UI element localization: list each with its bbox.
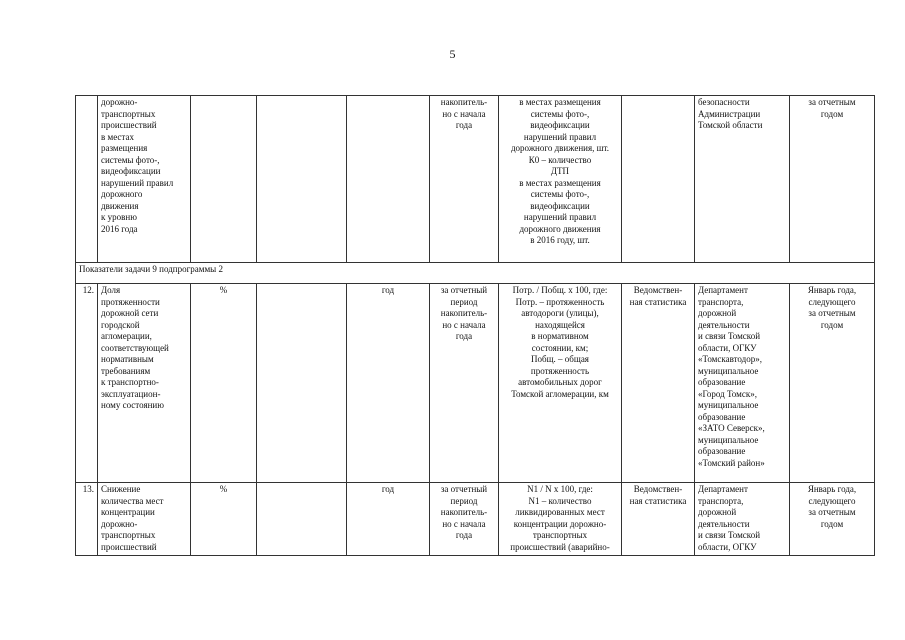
section-row (76, 263, 875, 284)
period-type-cell: за отчетный период накопитель- но с начала года (430, 483, 499, 556)
deadline-cell: за отчетным годом (790, 96, 875, 263)
unit-cell: % (191, 483, 257, 556)
method-cell (622, 96, 695, 263)
row-number: 12. (76, 284, 98, 483)
formula-cell: в местах размещения системы фото-, видеофиксации нарушений правил дорожного движения, шт. К0 – количество ДТП в местах размещения системы фото-, видеофиксации нарушений правил дорожного движения в 2016 году, шт. (499, 96, 622, 263)
period-type-cell: накопитель- но с начала года (430, 96, 499, 263)
indicators-table (75, 95, 875, 556)
method-cell: Ведомствен- ная статистика (622, 483, 695, 556)
formula-cell: N1 / N x 100, где: N1 – количество ликвидированных мест концентрации дорожно- транспортных происшествий (аварийно- (499, 483, 622, 556)
row-number: 13. (76, 483, 98, 556)
periodicity-cell (347, 96, 430, 263)
table-row (76, 483, 875, 556)
responsible-cell: Департамент транспорта, дорожной деятельности и связи Томской области, ОГКУ «Томскавтодор», муниципальное образование «Город Томск», муниципальное образование «ЗАТО Северск», муниципальное образование «Томский район» (695, 284, 790, 483)
periodicity-cell: год (347, 483, 430, 556)
empty-cell (257, 96, 347, 263)
row-number (76, 96, 98, 263)
indicator-name: Снижение количества мест концентрации дорожно- транспортных происшествий (98, 483, 191, 556)
periodicity-cell: год (347, 284, 430, 483)
unit-cell (191, 96, 257, 263)
deadline-cell: Январь года, следующего за отчетным годом (790, 483, 875, 556)
period-type-cell: за отчетный период накопитель- но с начала года (430, 284, 499, 483)
responsible-cell: безопасности Администрации Томской области (695, 96, 790, 263)
formula-cell: Потр. / Побщ. x 100, где: Потр. – протяженность автодороги (улицы), находящейся в нормативном состоянии, км; Побщ. – общая протяженность автомобильных дорог Томской агломерации, км (499, 284, 622, 483)
indicator-name: дорожно- транспортных происшествий в местах размещения системы фото-, видеофиксации нарушений правил дорожного движения к уровню 2016 года (98, 96, 191, 263)
unit-cell: % (191, 284, 257, 483)
method-cell: Ведомствен- ная статистика (622, 284, 695, 483)
responsible-cell: Департамент транспорта, дорожной деятельности и связи Томской области, ОГКУ (695, 483, 790, 556)
section-title: Показатели задачи 9 подпрограммы 2 (76, 263, 875, 284)
empty-cell (257, 483, 347, 556)
page-number: 5 (449, 47, 456, 61)
table-row (76, 284, 875, 483)
empty-cell (257, 284, 347, 483)
deadline-cell: Январь года, следующего за отчетным годом (790, 284, 875, 483)
table-row (76, 96, 875, 263)
indicator-name: Доля протяженности дорожной сети городской агломерации, соответствующей нормативным требованиям к транспортно- эксплуатацион- ному состоянию (98, 284, 191, 483)
